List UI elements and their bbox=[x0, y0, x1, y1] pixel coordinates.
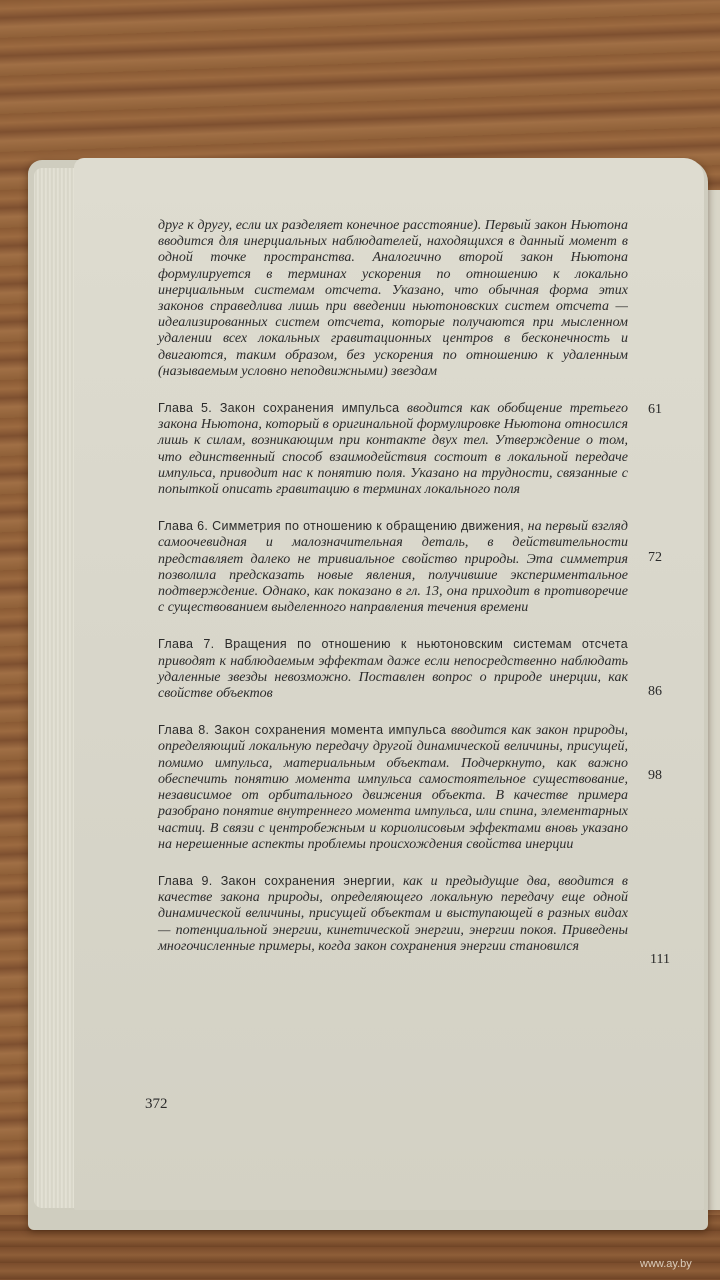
entry-text: как и предыдущие два, вводится в качестве закона природы, определяющего локальную передачу еще одной динамической величины, присущей объектам и выступающей в разных видах — потенциальной энергии, кинетической энергии, энергии покоя. Приведены многочисленные примеры, когда закон сохранения энергии становился bbox=[158, 873, 628, 954]
chapter-label: Глава 8. Закон сохранения момента импульса bbox=[158, 723, 447, 738]
page-number-86: 86 bbox=[648, 684, 662, 699]
page-number-72: 72 bbox=[648, 550, 662, 565]
folio-page-number: 372 bbox=[145, 1096, 168, 1112]
contents-entry-5 bbox=[158, 722, 628, 853]
entry-text: вводится как обобщение третьего закона Ньютона, который в оригинальной формулировке Ньютона относился лишь к силам, возникающим при контакте двух тел. Утверждение о том, что единственный способ взаимодействия состоит в локальной передаче импульса, приводит нас к понятию поля. Указано на трудности, связанные с попыткой описать гравитацию в терминах локального поля bbox=[158, 401, 628, 498]
chapter-label: Глава 6. Симметрия по отношению к обращению движения, bbox=[158, 519, 525, 534]
contents-entry-6 bbox=[158, 873, 628, 955]
entry-text: на первый взгляд самоочевидная и малозначительная деталь, в действительности представляет далеко не тривиальное свойство природы. Эта симметрия позволила предсказать новые явления, получившие экспериментальное подтверждение. Однако, как показано в гл. 13, она приходит в противоречие с существованием выделенного направления течения времени bbox=[158, 519, 629, 616]
page-number-61: 61 bbox=[648, 402, 662, 417]
page-number-98: 98 bbox=[648, 768, 662, 783]
contents-entry-4 bbox=[158, 636, 628, 702]
contents-entry-1 bbox=[158, 218, 628, 380]
entry-text: вводится как закон природы, определяющий локальную передачу другой динамической величины, присущей, помимо импульса, материальным объектам. Подчеркнуто, как важно обеспечить понятию момента импульса самостоятельное существование, независимое от орбитального движения объекта. В качестве примера разобрано понятие внутреннего момента импульса, или спина, элементарных частиц. В связи с центробежным и кориолисовым эффектами вновь указано на нерешенные аспекты проблемы происхождения свойства инерции bbox=[158, 723, 628, 852]
chapter-label: Глава 5. Закон сохранения импульса bbox=[158, 401, 400, 416]
contents-entry-2 bbox=[158, 400, 628, 498]
chapter-label: Глава 7. Вращения по отношению к ньютоновским системам отсчета bbox=[158, 637, 628, 652]
page-number-111: 111 bbox=[650, 952, 670, 967]
entry-text: друг к другу, если их разделяет конечное расстояние). Первый закон Ньютона вводится для инерциальных наблюдателей, находящихся в данный момент в одной точке пространства. Аналогично второй закон Ньютона формулируется в терминах ускорения по отношению к локально инерциальным системам отсчета. Указано, что обычная форма этих законов справедлива лишь при введении ньютоновских систем отсчета — идеализированных систем отсчета, которые получаются при мысленном удалении всех локальных гравитационных центров в бесконечность и двигаются, таким образом, без ускорения по отношению к удаленным (называемым условно неподвижными) звездам bbox=[158, 218, 628, 379]
entry-text: приводят к наблюдаемым эффектам даже если непосредственно наблюдать удаленные звезды невозможно. Поставлен вопрос о природе инерции, как свойстве объектов bbox=[158, 653, 628, 702]
contents-text bbox=[158, 218, 628, 975]
chapter-label: Глава 9. Закон сохранения энергии, bbox=[158, 873, 396, 888]
watermark: www.ay.by bbox=[640, 1258, 692, 1270]
contents-entry-3 bbox=[158, 518, 628, 616]
page-stack-edge bbox=[34, 168, 78, 1208]
